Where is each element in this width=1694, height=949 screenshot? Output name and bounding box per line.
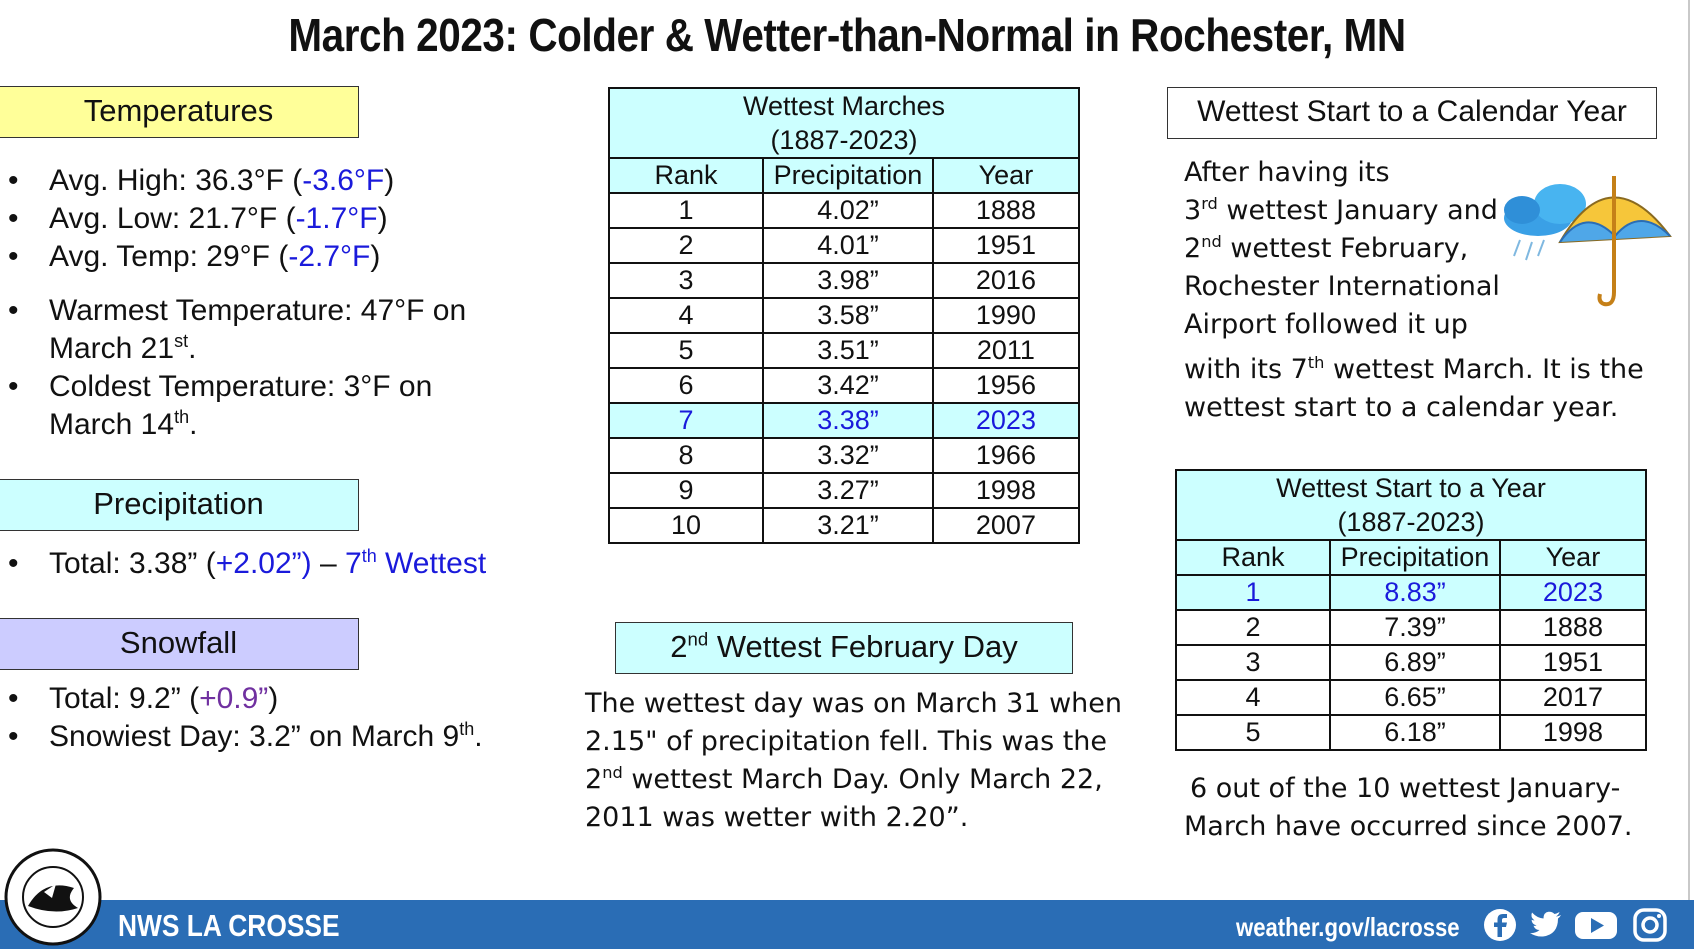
facebook-icon[interactable] (1482, 907, 1518, 943)
youtube-icon[interactable] (1574, 907, 1618, 943)
precipitation-cell: 3.27” (763, 473, 933, 508)
rank-cell: 1 (1176, 575, 1330, 610)
precipitation-cell: 7.39” (1330, 610, 1500, 645)
avg-high-item: • Avg. High: 36.3°F (-3.6°F) (0, 162, 560, 200)
precipitation-cell: 3.98” (763, 263, 933, 298)
umbrella-rain-icon (1500, 166, 1676, 312)
table-row (609, 263, 1079, 298)
table-row (609, 438, 1079, 473)
year-cell: 1888 (933, 193, 1079, 228)
year-cell: 1888 (1500, 610, 1646, 645)
column-header: Precipitation (763, 158, 933, 193)
year-cell: 1998 (1500, 715, 1646, 750)
table-row (609, 298, 1079, 333)
table-row (1176, 680, 1646, 715)
table-row (609, 193, 1079, 228)
rank-cell: 5 (1176, 715, 1330, 750)
feb-day-header: 2nd Wettest February Day (615, 622, 1073, 674)
start-year-header: Wettest Start to a Calendar Year (1167, 87, 1657, 139)
precipitation-cell: 3.21” (763, 508, 933, 543)
table-row (609, 333, 1079, 368)
column-header: Year (933, 158, 1079, 193)
wettest-start-table (1175, 469, 1647, 751)
rank-cell: 8 (609, 438, 763, 473)
table-row (1176, 645, 1646, 680)
rank-cell: 4 (1176, 680, 1330, 715)
precipitation-header-label: Precipitation (93, 486, 264, 521)
precip-total-item: • Total: 3.38” (+2.02”) – 7th Wettest (0, 545, 560, 583)
since-2007-note: 6 out of the 10 wettest January- March have occurred since 2007. (1184, 773, 1633, 842)
table-row (1176, 610, 1646, 645)
warmest-item: • Warmest Temperature: 47°F on March 21st. (0, 292, 560, 368)
rank-cell: 3 (1176, 645, 1330, 680)
rank-cell: 10 (609, 508, 763, 543)
table-row (609, 403, 1079, 438)
precipitation-cell: 4.02” (763, 193, 933, 228)
year-cell: 2007 (933, 508, 1079, 543)
precipitation-list (0, 545, 560, 583)
column-header: Rank (1176, 540, 1330, 575)
office-name: NWS LA CROSSE (118, 908, 340, 943)
precipitation-cell: 4.01” (763, 228, 933, 263)
temperatures-header-label: Temperatures (83, 93, 274, 128)
table-caption: Wettest Marches (1887-2023) (609, 88, 1079, 158)
table-row (609, 368, 1079, 403)
year-cell: 1998 (933, 473, 1079, 508)
page-title: March 2023: Colder & Wetter-than-Normal in Rochester, MN (288, 9, 1406, 61)
coldest-item: • Coldest Temperature: 3°F on March 14th. (0, 368, 560, 444)
column-header: Rank (609, 158, 763, 193)
snowiest-day-item: • Snowiest Day: 3.2” on March 9th. (0, 718, 560, 756)
table-row (609, 508, 1079, 543)
rank-cell: 5 (609, 333, 763, 368)
table-header-row (609, 158, 1079, 193)
snow-total-item: • Total: 9.2” (+0.9”) (0, 680, 560, 718)
snowfall-header (0, 618, 359, 670)
precipitation-cell: 3.32” (763, 438, 933, 473)
snowfall-header-label: Snowfall (119, 625, 238, 660)
precipitation-cell: 3.38” (763, 403, 933, 438)
rank-cell: 9 (609, 473, 763, 508)
nws-logo (4, 848, 102, 946)
wettest-marches-table (608, 87, 1080, 544)
table-caption: Wettest Start to a Year (1887-2023) (1176, 470, 1646, 540)
instagram-icon[interactable] (1632, 907, 1668, 943)
year-cell: 2016 (933, 263, 1079, 298)
column-header: Year (1500, 540, 1646, 575)
temperatures-header (0, 86, 359, 138)
rank-cell: 2 (1176, 610, 1330, 645)
year-cell: 1990 (933, 298, 1079, 333)
rank-cell: 3 (609, 263, 763, 298)
snowfall-list (0, 680, 560, 756)
avg-temp-item: • Avg. Temp: 29°F (-2.7°F) (0, 238, 560, 276)
year-cell: 1951 (1500, 645, 1646, 680)
rank-cell: 2 (609, 228, 763, 263)
rank-cell: 6 (609, 368, 763, 403)
year-cell: 1951 (933, 228, 1079, 263)
precipitation-cell: 8.83” (1330, 575, 1500, 610)
table-row (609, 473, 1079, 508)
website-link[interactable]: weather.gov/lacrosse (1236, 912, 1460, 942)
rank-cell: 1 (609, 193, 763, 228)
precipitation-cell: 3.42” (763, 368, 933, 403)
table-header-row (1176, 540, 1646, 575)
precipitation-cell: 3.51” (763, 333, 933, 368)
precipitation-cell: 6.65” (1330, 680, 1500, 715)
year-cell: 1966 (933, 438, 1079, 473)
column-header: Precipitation (1330, 540, 1500, 575)
table-row (609, 228, 1079, 263)
precipitation-cell: 3.58” (763, 298, 933, 333)
table-row (1176, 715, 1646, 750)
year-cell: 2023 (933, 403, 1079, 438)
table-row (1176, 575, 1646, 610)
right-divider (1688, 0, 1690, 900)
precipitation-cell: 6.18” (1330, 715, 1500, 750)
year-cell: 2011 (933, 333, 1079, 368)
year-cell: 2023 (1500, 575, 1646, 610)
twitter-icon[interactable] (1528, 907, 1564, 943)
avg-low-item: • Avg. Low: 21.7°F (-1.7°F) (0, 200, 560, 238)
feb-day-paragraph: The wettest day was on March 31 when 2.15" of precipitation fell. This was the 2nd wettest March Day. Only March 22, 2011 was wetter with 2.20”. (585, 688, 1122, 833)
year-cell: 1956 (933, 368, 1079, 403)
rank-cell: 7 (609, 403, 763, 438)
year-cell: 2017 (1500, 680, 1646, 715)
temperature-list (0, 162, 560, 444)
start-year-paragraph: After having its 3rd wettest January and 2nd wettest February, Rochester International Airport followed it up with its 7th wettest March. It is the wettest start to a calendar year. (1184, 157, 1644, 423)
rank-cell: 4 (609, 298, 763, 333)
precipitation-cell: 6.89” (1330, 645, 1500, 680)
precipitation-header (0, 479, 359, 531)
